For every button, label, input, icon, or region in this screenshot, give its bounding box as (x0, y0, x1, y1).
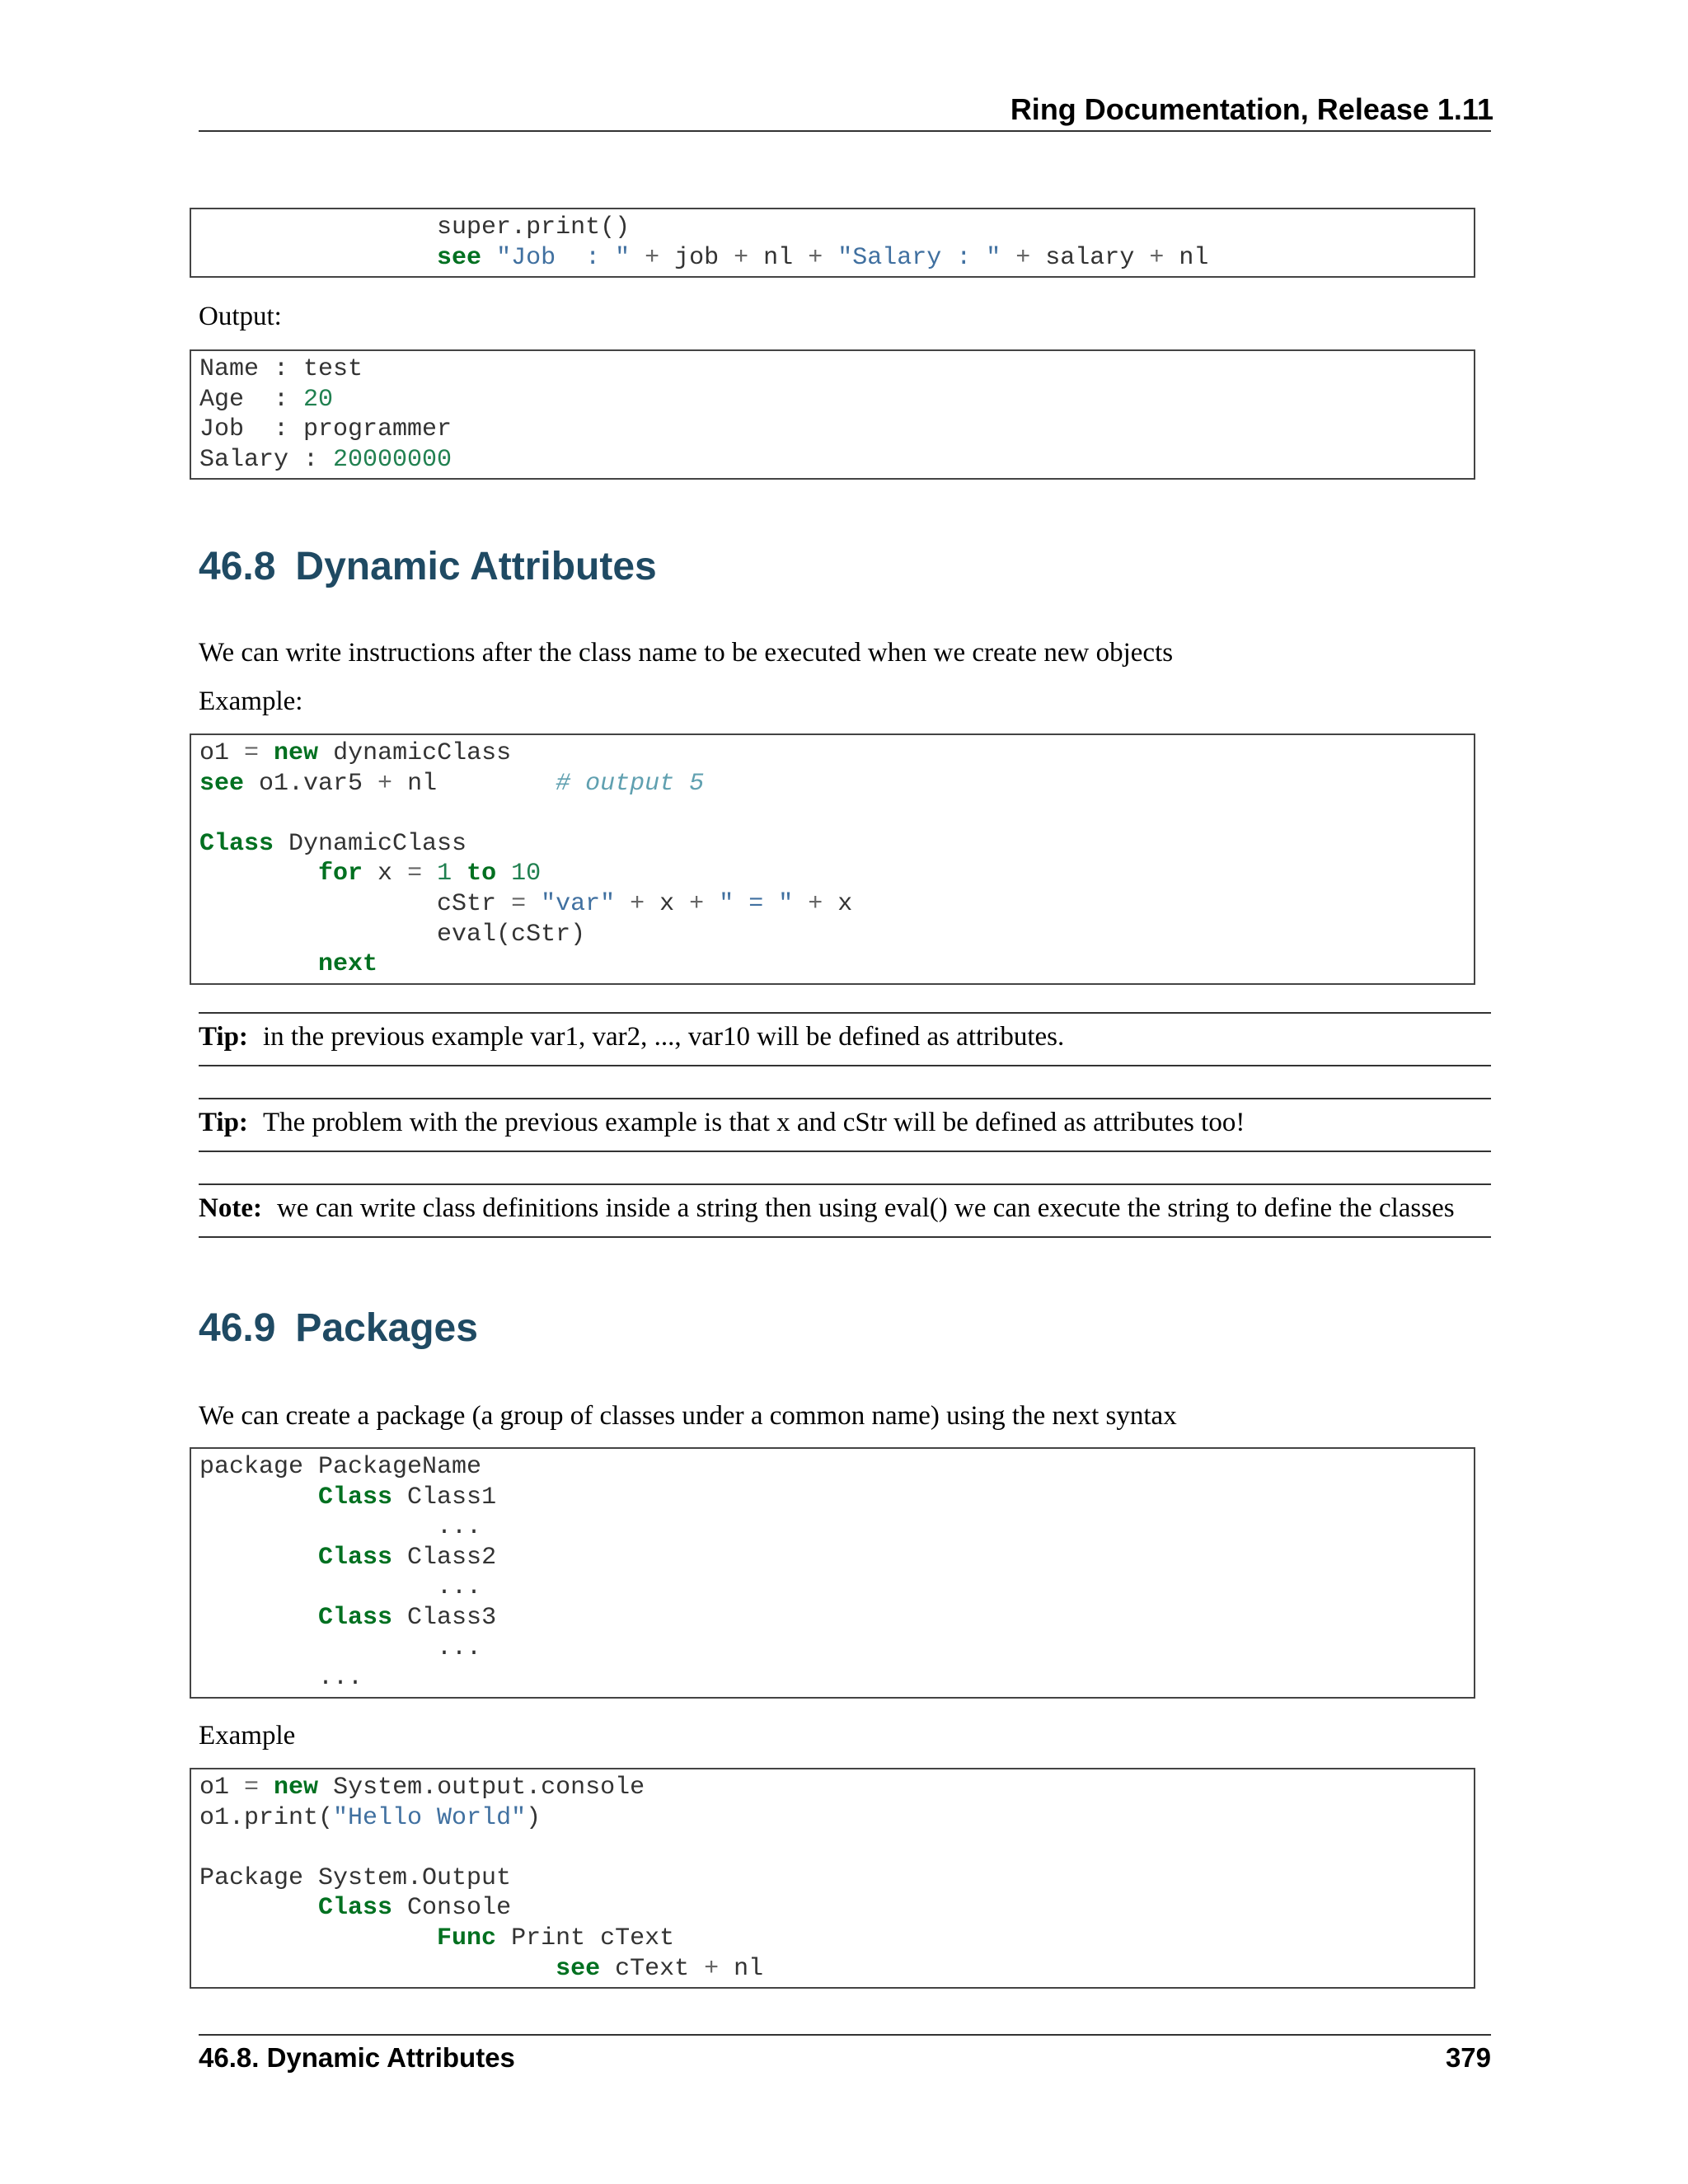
admonition-text: The problem with the previous example is that x and cStr will be defined as attributes too! (262, 1108, 1245, 1137)
code-line (199, 1954, 1465, 1985)
code-line (199, 889, 1465, 920)
code-text: salary (1030, 243, 1150, 272)
section-title-text: Packages (295, 1306, 478, 1350)
admonition-label: Tip: (199, 1108, 248, 1137)
code-operator: = (244, 1774, 260, 1802)
code-text: eval(cStr) (199, 920, 586, 949)
code-text (526, 890, 541, 918)
code-operator: + (689, 889, 705, 918)
code-text: job (659, 243, 734, 272)
code-line (199, 920, 1465, 950)
code-text: Package System.Output (199, 1863, 512, 1892)
section-number: 46.8 (199, 545, 276, 588)
code-text (199, 950, 318, 978)
code-line (199, 949, 1465, 980)
code-string: "Job : " (496, 243, 631, 272)
dynamic-attributes-intro: We can write instructions after the class name to be executed when we create new objects (199, 638, 1174, 668)
code-line (199, 1633, 1465, 1664)
code-keyword: next (318, 950, 378, 979)
code-keyword: Func (437, 1924, 497, 1952)
code-number: 10 (511, 860, 542, 888)
example-label: Example (199, 1721, 296, 1750)
code-operator: = (407, 860, 423, 888)
code-line (199, 1572, 1465, 1603)
code-text: cStr (199, 889, 512, 918)
code-keyword: Class (318, 1894, 393, 1923)
code-text: dynamicClass (318, 739, 512, 767)
code-line (199, 415, 1465, 445)
code-text (496, 860, 511, 888)
code-line (199, 1452, 1465, 1483)
code-string: "var" (541, 889, 616, 918)
code-keyword: Class (318, 1483, 393, 1511)
code-line (199, 1603, 1465, 1633)
footer-rule (199, 2034, 1491, 2036)
code-number: 20 (303, 385, 334, 414)
code-text (199, 1483, 318, 1511)
code-keyword: see (437, 243, 482, 272)
code-text: super.print() (199, 213, 631, 241)
code-line (199, 1773, 1465, 1803)
code-number: 20000000 (333, 445, 452, 474)
code-text (259, 1774, 274, 1802)
code-string: " = " (719, 889, 794, 918)
code-line (199, 799, 1465, 829)
code-text: nl (392, 769, 556, 798)
admonition-text: in the previous example var1, var2, ..., var10 will be defined as attributes. (262, 1022, 1065, 1052)
code-keyword: Class (199, 829, 274, 858)
code-text (615, 890, 630, 918)
code-text (259, 739, 274, 767)
code-text: x (363, 860, 408, 888)
footer-section-name: 46.8. Dynamic Attributes (199, 2042, 515, 2073)
code-text: ... (199, 1513, 482, 1542)
code-text: ) (526, 1803, 542, 1832)
code-line (199, 1803, 1465, 1834)
code-text (199, 244, 437, 272)
note-admonition (199, 1183, 1491, 1238)
packages-intro: We can create a package (a group of classes under a common name) using the next syntax (199, 1401, 1177, 1431)
code-text: o1 (199, 739, 245, 767)
code-keyword: see (199, 769, 245, 798)
code-operator: + (645, 243, 660, 272)
code-line (199, 445, 1465, 476)
code-text (630, 244, 645, 272)
code-operator: + (808, 243, 823, 272)
code-keyword: Class (318, 1603, 393, 1632)
code-text: ... (199, 1573, 482, 1602)
code-line (199, 769, 1465, 799)
code-operator: + (630, 889, 645, 918)
example-label: Example: (199, 687, 303, 716)
admonition-text: we can write class definitions inside a string then using eval() we can execute the string to define the classes (276, 1193, 1455, 1223)
code-operator: = (244, 739, 260, 767)
code-line (199, 1512, 1465, 1543)
code-text (199, 1604, 318, 1632)
code-text (199, 1894, 318, 1922)
section-title-text: Dynamic Attributes (295, 545, 657, 588)
code-text: Salary : (199, 445, 334, 474)
page-header-title: Ring Documentation, Release 1.11 (1010, 92, 1493, 126)
code-line (199, 385, 1465, 415)
code-text: nl (1164, 243, 1209, 272)
code-text: cText (600, 1954, 705, 1983)
code-text (422, 860, 437, 888)
code-number: 1 (437, 860, 452, 888)
code-text (199, 1924, 437, 1952)
code-text: Class2 (392, 1543, 497, 1572)
code-text (1001, 244, 1015, 272)
code-line (199, 1893, 1465, 1924)
code-line (199, 213, 1465, 243)
section-heading-packages (199, 1305, 478, 1351)
header-rule (199, 130, 1491, 132)
tip-admonition-1 (199, 1012, 1491, 1066)
code-operator: + (1015, 243, 1031, 272)
code-line (199, 1863, 1465, 1894)
code-text (199, 860, 318, 888)
code-keyword: new (274, 1774, 319, 1802)
code-line (199, 738, 1465, 769)
code-line (199, 243, 1465, 274)
code-line (199, 1663, 1465, 1694)
code-keyword: Class (318, 1543, 393, 1572)
code-line (199, 859, 1465, 889)
code-text: x (823, 889, 853, 918)
code-keyword: to (467, 860, 497, 888)
code-line (199, 354, 1465, 385)
code-line (199, 1543, 1465, 1573)
code-operator: + (1149, 243, 1165, 272)
code-text: Name : test (199, 355, 363, 383)
code-text (704, 890, 719, 918)
code-text: o1.var5 (244, 769, 378, 798)
output-label: Output: (199, 302, 282, 331)
tip-admonition-2 (199, 1098, 1491, 1152)
code-line (199, 1924, 1465, 1954)
code-text: ... (199, 1664, 363, 1693)
code-line (199, 1483, 1465, 1513)
code-text: x (645, 889, 690, 918)
code-text: o1 (199, 1774, 245, 1802)
code-text: o1.print( (199, 1803, 334, 1832)
code-text: Age : (199, 385, 304, 414)
code-text: DynamicClass (274, 829, 467, 858)
section-number: 46.9 (199, 1306, 276, 1350)
code-block-dynamic-class (190, 733, 1475, 985)
footer-page-number: 379 (1445, 2042, 1491, 2073)
code-text: nl (748, 243, 809, 272)
code-text: Print cText (496, 1924, 675, 1952)
code-keyword: see (556, 1954, 601, 1983)
code-block-super-print (190, 208, 1475, 278)
code-string: "Hello World" (333, 1803, 527, 1832)
code-string: "Salary : " (837, 243, 1001, 272)
code-text: Console (392, 1894, 512, 1923)
code-comment: # output 5 (556, 769, 705, 798)
code-text (823, 244, 837, 272)
code-text (452, 860, 467, 888)
code-line (199, 829, 1465, 860)
admonition-label: Tip: (199, 1022, 248, 1052)
code-text (199, 1544, 318, 1572)
code-text (481, 244, 496, 272)
code-text: ... (199, 1633, 482, 1662)
admonition-label: Note: (199, 1193, 262, 1223)
code-block-package-example (190, 1768, 1475, 1989)
code-text: Class1 (392, 1483, 497, 1511)
code-keyword: new (274, 739, 319, 767)
section-heading-dynamic-attributes (199, 544, 657, 589)
code-text (793, 890, 808, 918)
code-text: nl (719, 1954, 764, 1983)
output-block (190, 349, 1475, 480)
code-line (199, 1833, 1465, 1863)
code-operator: + (377, 769, 393, 798)
code-text: Job : programmer (199, 415, 452, 444)
code-text: package PackageName (199, 1453, 482, 1481)
code-operator: + (704, 1954, 720, 1983)
code-operator: = (511, 889, 527, 918)
code-operator: + (734, 243, 749, 272)
code-text (199, 1955, 556, 1983)
code-text: Class3 (392, 1603, 497, 1632)
code-block-package-syntax (190, 1447, 1475, 1699)
code-operator: + (808, 889, 823, 918)
code-text: System.output.console (318, 1774, 645, 1802)
code-keyword: for (318, 860, 363, 888)
